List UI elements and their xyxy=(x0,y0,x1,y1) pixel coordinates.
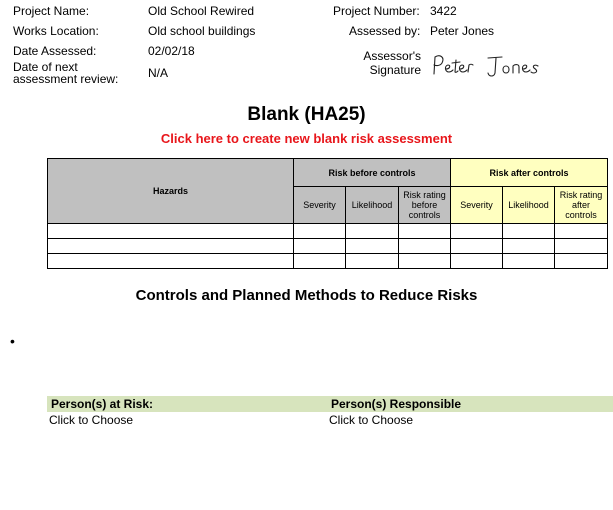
table-row xyxy=(48,239,608,254)
project-name-label: Project Name: xyxy=(13,4,90,18)
table-row xyxy=(48,254,608,269)
persons-at-risk-label: Person(s) at Risk: xyxy=(51,397,154,411)
project-name-value: Old School Rewired xyxy=(148,4,255,18)
rating-after-line2: after xyxy=(572,200,591,210)
rating-before-cell[interactable] xyxy=(399,254,451,269)
create-blank-assessment-link[interactable]: Click here to create new blank risk assessment xyxy=(160,131,453,146)
severity-before-cell[interactable] xyxy=(294,254,346,269)
risk-table xyxy=(47,158,608,269)
date-assessed-label: Date Assessed: xyxy=(13,44,97,58)
signature-drawing xyxy=(430,52,550,84)
project-number-label: Project Number: xyxy=(333,4,420,18)
rating-before-cell[interactable] xyxy=(399,224,451,239)
next-review-label-line2: assessment review: xyxy=(13,72,119,86)
project-number-value: 3422 xyxy=(430,4,457,18)
hazard-cell[interactable] xyxy=(48,224,294,239)
assessor-signature xyxy=(430,52,550,89)
next-review-label-line1: Date of next xyxy=(13,60,78,74)
page-title: Blank (HA25) xyxy=(247,104,366,125)
severity-after-header: Severity xyxy=(451,187,503,224)
likelihood-before-header: Likelihood xyxy=(346,187,399,224)
risk-before-header: Risk before controls xyxy=(294,159,451,187)
rating-before-line2: before xyxy=(411,200,438,210)
next-review-value: N/A xyxy=(148,66,169,80)
rating-after-line3: controls xyxy=(565,210,597,220)
rating-after-cell[interactable] xyxy=(555,224,608,239)
severity-after-cell[interactable] xyxy=(451,254,503,269)
rating-before-cell[interactable] xyxy=(399,239,451,254)
likelihood-after-cell[interactable] xyxy=(503,224,555,239)
risk-after-header: Risk after controls xyxy=(451,159,608,187)
severity-after-cell[interactable] xyxy=(451,224,503,239)
works-location-value: Old school buildings xyxy=(148,24,256,38)
assessed-by-value: Peter Jones xyxy=(430,24,495,38)
persons-at-risk-chooser[interactable]: Click to Choose xyxy=(49,413,134,427)
table-row xyxy=(48,224,608,239)
signature-label xyxy=(340,49,421,77)
severity-before-header: Severity xyxy=(294,187,346,224)
likelihood-after-cell[interactable] xyxy=(503,254,555,269)
rating-after-cell[interactable] xyxy=(555,254,608,269)
rating-after-header xyxy=(555,187,608,224)
likelihood-before-cell[interactable] xyxy=(346,239,399,254)
severity-before-cell[interactable] xyxy=(294,239,346,254)
hazard-cell[interactable] xyxy=(48,254,294,269)
rating-after-cell[interactable] xyxy=(555,239,608,254)
severity-before-cell[interactable] xyxy=(294,224,346,239)
rating-before-line3: controls xyxy=(408,210,441,220)
controls-heading: Controls and Planned Methods to Reduce Risks xyxy=(135,287,478,304)
signature-label-line2: Signature xyxy=(369,63,421,77)
date-assessed-value: 02/02/18 xyxy=(148,44,195,58)
hazards-header: Hazards xyxy=(48,159,294,224)
severity-after-cell[interactable] xyxy=(451,239,503,254)
likelihood-before-cell[interactable] xyxy=(346,254,399,269)
hazard-cell[interactable] xyxy=(48,239,294,254)
likelihood-before-cell[interactable] xyxy=(346,224,399,239)
controls-bullet[interactable]: • xyxy=(10,333,15,349)
signature-label-line1: Assessor's xyxy=(363,49,421,63)
rating-before-line1: Risk rating xyxy=(403,190,446,200)
likelihood-after-header: Likelihood xyxy=(503,187,555,224)
persons-bar xyxy=(47,396,613,412)
rating-after-line1: Risk rating xyxy=(559,190,603,200)
next-review-label xyxy=(13,61,118,85)
rating-before-header xyxy=(399,187,451,224)
persons-responsible-chooser[interactable]: Click to Choose xyxy=(329,413,414,427)
assessed-by-label: Assessed by: xyxy=(349,24,421,38)
persons-responsible-label: Person(s) Responsible xyxy=(331,397,462,411)
likelihood-after-cell[interactable] xyxy=(503,239,555,254)
works-location-label: Works Location: xyxy=(13,24,99,38)
